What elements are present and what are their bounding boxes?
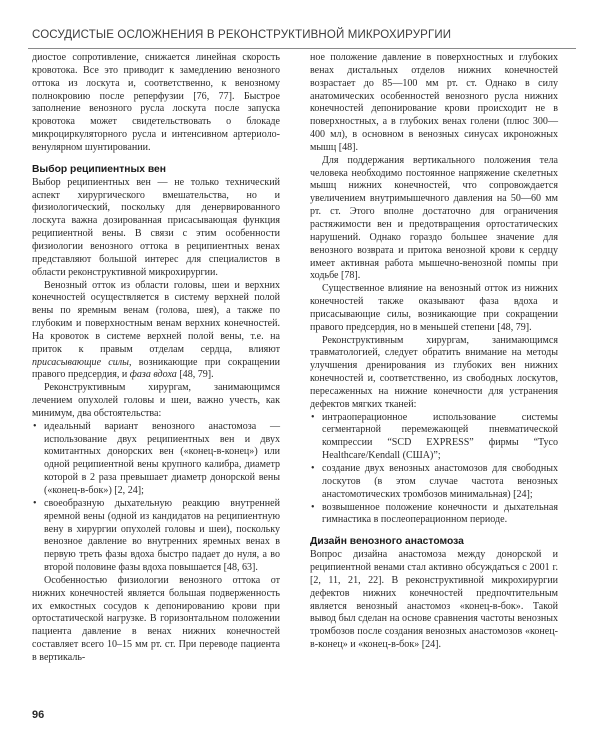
bullet-list-lower-limb	[310, 412, 558, 528]
paragraph-intro: диостое сопротивление, снижается линейная скорость кровотока. Все это приводит к замедлению венозного оттока из лоскута и, соответственно, к венозному полнокровию после реперфузии [76, 77]. Быстрое заполнение венозного русла лоскута после запуска кровотока может свидетельствовать о блокаде микроциркуляторного русла и интенсивном артериоло-венулярном шунтировании.	[32, 52, 280, 153]
heading-anastomosis-design: Дизайн венозного анастомоза	[310, 536, 464, 548]
running-header	[28, 24, 576, 49]
list-item-text: интраоперационное использование системы сегментарной перемежающей пневматической компрессии “SCD EXPRESS” фирмы “Tyco Healthcare/Kendall (США)”;	[322, 411, 558, 462]
paragraph-influence: Существенное влияние на венозный отток из нижних конечностей также оказывают фаза вдоха и присасывающие силы, возникающие при сокращении правого предсердия, но в меньшей степени [48, 79].	[310, 283, 558, 333]
page-number: 96	[32, 709, 45, 721]
bullet-list-head-neck	[32, 421, 280, 575]
running-header-title: СОСУДИСТЫЕ ОСЛОЖНЕНИЯ В РЕКОНСТРУКТИВНОЙ МИКРОХИРУРГИИ	[32, 29, 452, 41]
paragraph-design: Вопрос дизайна анастомоза между донорской и реципиентной венами стал активно обсуждаться с 2001 г. [2, 11, 21, 22]. В реконструктивной микрохирургии дефектов нижних конечностей предпочтительным является венозный анастомоз «конец-в-бок». Такой вывод был сделан на основе сравнения частоты венозных тромбозов после создания венозных анастомозов «конец-в-конец» и «конец-в-бок» [24].	[310, 549, 558, 651]
list-item-text: возвышенное положение конечности и дыхательная гимнастика в послеоперационном периоде.	[322, 501, 558, 526]
heading-recipient-vein-selection: Выбор реципиентных вен	[32, 163, 166, 175]
left-column	[32, 52, 280, 665]
paragraph-selection: Выбор реципиентных вен — не только технический аспект хирургического вмешательства, но и физиологический, поскольку для денервированного лоскута важна дозированная присасывающая функция реципиентной вены. В связи с этим особенности физиологии венозного оттока в реципиентных венах представляют большой интерес для специалистов в области реконструктивной микрохирургии.	[32, 176, 280, 278]
list-item	[32, 421, 280, 498]
paragraph-lower-limb-outflow: Особенностью физиологии венозного оттока от нижних конечностей является большая подверженность их емкостных сосудов к депонированию крови при ортостатической нагрузке. В горизонтальном положении пациента давление в венах нижних конечностей составляет всего 10–15 мм рт. ст. При переводе пациента в вертикаль-	[32, 574, 280, 663]
text-run: [48, 79].	[176, 369, 214, 381]
list-item-text: создание двух венозных анастомозов для свободных лоскутов (в этом случае частота венозных анастомотических тромбозов минимальная) [24];	[322, 463, 558, 500]
text-run: Венозный отток из области головы, шеи и верхних конечностей осуществляется в систему верхней полой вены по яремным венам (голова, шея), а также по глубоким и поверхностным венам верхних конечностей. На кровоток в системе верхней полой вены, т.е. на приток к правым отделам сердца, влияют	[32, 279, 280, 355]
list-item	[32, 498, 280, 575]
list-item-text: идеальный вариант венозного анастомоза — использование двух реципиентных вен и двух комитантных донорских вен («конец-в-конец») или одной реципиентной вены крупного калибра, диаметр которой в 2 раза превышает диаметр донорской вены («конец-в-бок») [2, 24];	[44, 420, 280, 496]
list-item	[310, 412, 558, 463]
list-item	[310, 463, 558, 502]
list-item	[310, 502, 558, 528]
paragraph-continued: ное положение давление в поверхностных и глубоких венах дистальных отделов нижних конечностей возрастает до 85—100 мм рт. ст. Однако в силу анатомических особенностей венозного русла нижних конечностей депонирование крови происходит не в поверхностных, а в глубоких венах голени (плюс 300—400 мл), в основном в венозных синусах икроножных мышц [48].	[310, 52, 558, 153]
bullet-marker: •	[311, 501, 315, 513]
paragraph-upper-outflow	[32, 280, 280, 383]
bullet-marker: •	[33, 497, 37, 509]
emphasis-inspiration-phase: фаза вдоха	[129, 369, 177, 381]
paragraph-head-neck-surgeons: Реконструктивным хирургам, занимающимся лечением опухолей головы и шеи, важно учесть, как минимум, два обстоятельства:	[32, 382, 280, 419]
paragraph-vertical-position: Для поддержания вертикального положения тела человека необходимо постоянное напряжение скелетных мышц нижних конечностей, что сопровождается увеличением внутримышечного давления на 50—60 мм рт. ст. Этого вполне достаточно для ограничения растяжимости вен и предотвращения ортостатических нарушений. Однако гораздо большее значение для венозного возврата и притока венозной крови к сердцу имеет активная работа мышечно-венозной помпы при ходьбе [78].	[310, 154, 558, 282]
paragraph-trauma-surgeons: Реконструктивным хирургам, занимающимся травматологией, следует обратить внимание на методы улучшения дренирования из глубоких вен нижних конечностей и, соответственно, из свободных лоскутов, пересаженных на нижние конечности для устранения дефектов мягких тканей:	[310, 334, 558, 410]
bullet-marker: •	[33, 420, 37, 432]
bullet-marker: •	[311, 411, 315, 423]
list-item-text: своеобразную дыхательную реакцию внутренней яремной вены (одной из кандидатов на реципиентную вену в хирургии опухолей головы и шеи), поскольку венозное давление во внутренних яремных венах в первую треть фазы вдоха быстро падает до нуля, а во второй половине фазы вдоха повышается [48, 63].	[44, 497, 280, 574]
emphasis-suction-forces: присасывающие силы	[32, 356, 129, 368]
bullet-marker: •	[311, 463, 315, 474]
text-run: , возникающие при сокращении правого предсердия, и	[32, 356, 280, 381]
right-column	[310, 52, 558, 652]
